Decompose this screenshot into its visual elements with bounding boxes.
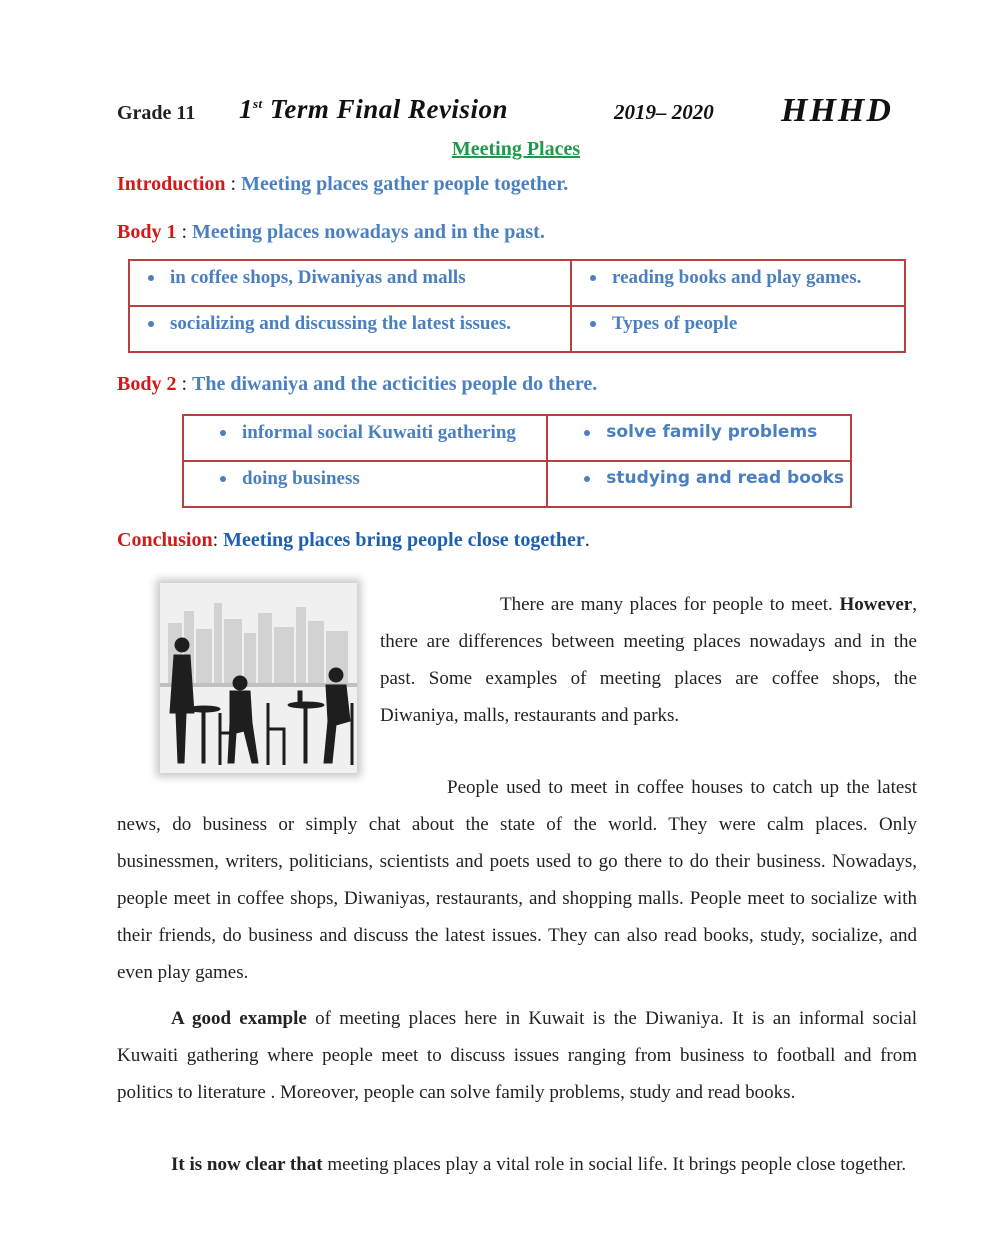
cell-text: solve family problems bbox=[606, 422, 818, 442]
essay-conclusion-paragraph bbox=[117, 1146, 917, 1183]
introduction-label: Introduction bbox=[117, 173, 226, 195]
body1-table bbox=[128, 259, 906, 353]
body2-text: The diwaniya and the acticities people do there. bbox=[192, 373, 598, 395]
intro-bold: However bbox=[839, 594, 913, 615]
cell-text: socializing and discussing the latest issues. bbox=[170, 313, 511, 334]
bullet-icon bbox=[148, 321, 154, 327]
table-cell bbox=[547, 415, 851, 461]
conclusion-label: Conclusion bbox=[117, 529, 213, 551]
conclusion-end: . bbox=[584, 529, 590, 551]
school-year: 2019– 2020 bbox=[614, 100, 714, 124]
table-row bbox=[183, 415, 851, 461]
grade-label: Grade 11 bbox=[117, 102, 196, 124]
cell-text: reading books and play games. bbox=[612, 267, 862, 288]
bullet-icon bbox=[220, 476, 226, 482]
bullet-icon bbox=[584, 476, 590, 482]
table-cell bbox=[547, 461, 851, 507]
body2-paragraph-text: of meeting places here in Kuwait is the Diwaniya. It is an informal social Kuwaiti gathering where people meet to discuss issues ranging from business to football and from politics to literature . Moreover, people can solve family problems, study and read books. bbox=[117, 1008, 917, 1103]
term-title bbox=[239, 94, 508, 125]
term-number: 1 bbox=[239, 94, 253, 124]
introduction-text: Meeting places gather people together. bbox=[241, 173, 569, 195]
header bbox=[117, 92, 917, 136]
conclusion-bold: It is now clear that bbox=[171, 1154, 323, 1175]
body1-sep: : bbox=[176, 221, 193, 243]
essay-body1-paragraph bbox=[117, 769, 917, 991]
bullet-icon bbox=[220, 430, 226, 436]
term-superscript: st bbox=[253, 96, 263, 111]
body1-label: Body 1 bbox=[117, 221, 177, 243]
bullet-icon bbox=[590, 275, 596, 281]
topic-title: Meeting Places bbox=[451, 138, 581, 160]
body2-table bbox=[182, 414, 852, 508]
term-text: Term Final Revision bbox=[269, 94, 508, 124]
body2-bold: A good example bbox=[171, 1008, 307, 1029]
table-cell bbox=[183, 415, 547, 461]
table-row bbox=[183, 461, 851, 507]
body2-line bbox=[117, 373, 597, 396]
cafe-silhouette-icon bbox=[160, 583, 357, 773]
bullet-icon bbox=[148, 275, 154, 281]
topic-heading bbox=[0, 138, 992, 161]
bullet-icon bbox=[584, 430, 590, 436]
conclusion-sep: : bbox=[212, 529, 224, 551]
introduction-sep: : bbox=[225, 173, 242, 195]
body1-text: Meeting places nowadays and in the past. bbox=[192, 221, 545, 243]
conclusion-line bbox=[117, 529, 590, 552]
table-cell bbox=[129, 306, 571, 352]
body1-paragraph-text: People used to meet in coffee houses to catch up the latest news, do business or simply chat about the state of the world. They were calm places. Only businessmen, writers, politicians, scientists and poets used to go there to do their business. Nowadays, people meet in coffee shops, Diwaniyas, restaurants, and shopping malls. People meet to socialize with their friends, do business and discuss the latest issues. They can also read books, study, socialize, and even play games. bbox=[117, 777, 917, 983]
cell-text: informal social Kuwaiti gathering bbox=[242, 422, 516, 443]
cell-text: studying and read books bbox=[606, 468, 844, 488]
signature-mark: HHHD bbox=[781, 92, 893, 129]
body2-sep: : bbox=[176, 373, 193, 395]
cafe-illustration bbox=[160, 583, 357, 773]
introduction-line bbox=[117, 173, 568, 196]
bullet-icon bbox=[590, 321, 596, 327]
table-row bbox=[129, 306, 905, 352]
table-row bbox=[129, 260, 905, 306]
table-cell bbox=[129, 260, 571, 306]
conclusion-text: Meeting places bring people close together bbox=[223, 529, 585, 551]
table-cell bbox=[183, 461, 547, 507]
cell-text: in coffee shops, Diwaniyas and malls bbox=[170, 267, 466, 288]
essay-intro-paragraph bbox=[380, 586, 917, 734]
body2-label: Body 2 bbox=[117, 373, 177, 395]
intro-sentence: There are many places for people to meet. bbox=[500, 594, 833, 615]
conclusion-paragraph-text: meeting places play a vital role in social life. It brings people close together. bbox=[322, 1154, 907, 1175]
cell-text: doing business bbox=[242, 468, 360, 489]
cell-text: Types of people bbox=[612, 313, 738, 334]
table-cell bbox=[571, 306, 905, 352]
essay-body2-paragraph bbox=[117, 1000, 917, 1111]
body1-line bbox=[117, 221, 545, 244]
table-cell bbox=[571, 260, 905, 306]
intro-rest: , there are differences between meeting places nowadays and in the past. Some examples of meeting places are coffee shops, the Diwaniya, malls, restaurants and parks. bbox=[380, 594, 917, 726]
